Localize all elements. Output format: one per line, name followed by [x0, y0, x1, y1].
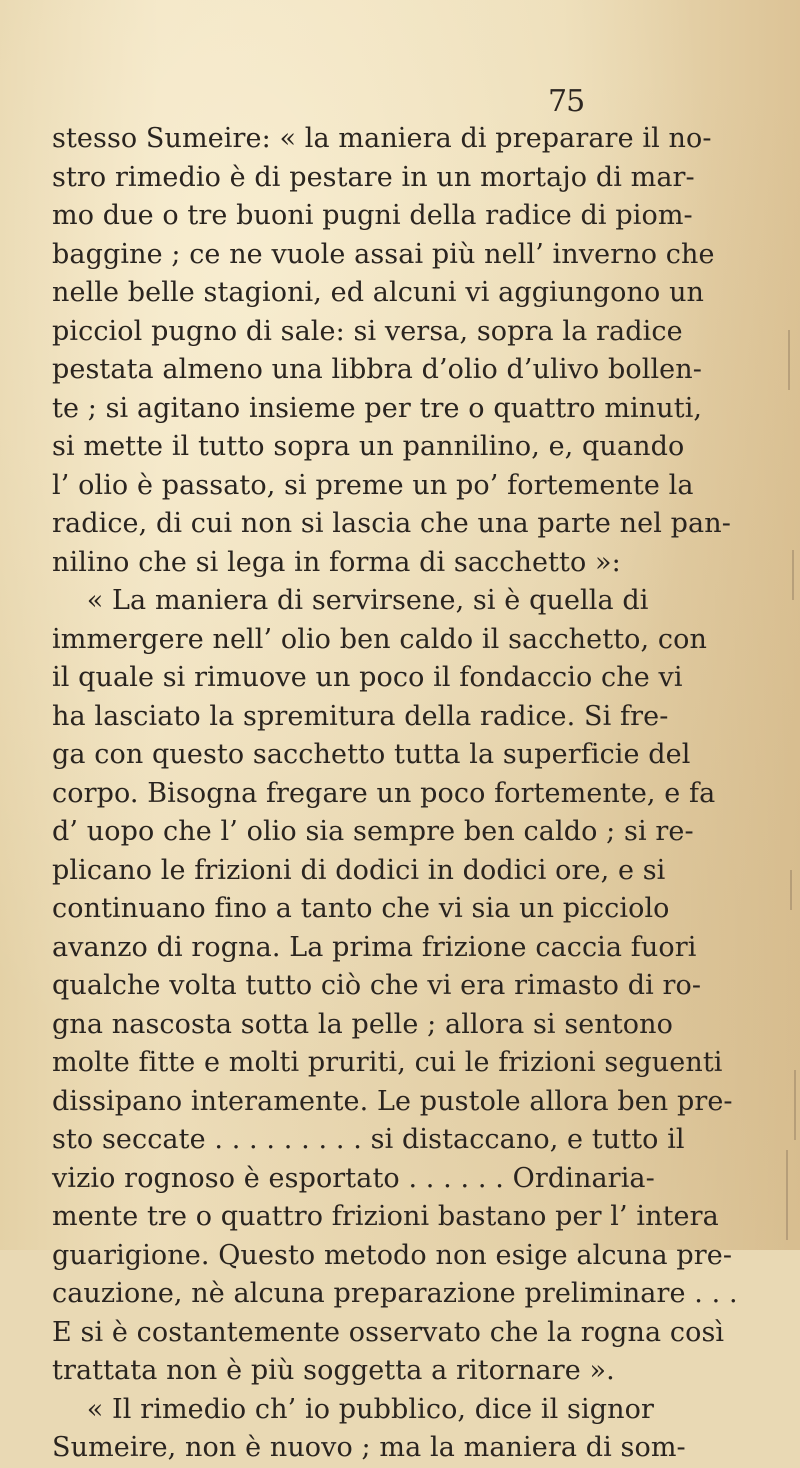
text-line: continuano fino a tanto che vi sia un picciolo	[52, 893, 670, 924]
page-number: 75	[548, 84, 585, 119]
text-line: picciol pugno di sale: si versa, sopra la radice	[52, 315, 683, 347]
body-text	[52, 120, 738, 1468]
page-edge-decoration	[770, 250, 800, 1250]
text-line: il quale si rimuove un poco il fondaccio che vi	[52, 662, 683, 693]
text-line: vizio rognoso è esportato . . . . . . Ordinaria-	[52, 1162, 655, 1194]
text-line: plicano le frizioni di dodici in dodici ore, e si	[52, 854, 666, 886]
text-line: radice, di cui non si lascia che una parte nel pan-	[52, 508, 731, 539]
text-line: ga con questo sacchetto tutta la superficie del	[52, 739, 691, 770]
text-line: baggine ; ce ne vuole assai più nell’ inverno che	[52, 238, 715, 270]
text-line: cauzione, nè alcuna preparazione preliminare . . .	[52, 1278, 738, 1309]
text-line: Sumeire, non è nuovo ; ma la maniera di som-	[52, 1432, 686, 1463]
text-line: stesso Sumeire: « la maniera di preparare il no-	[52, 123, 712, 154]
text-line: trattata non è più soggetta a ritornare ».	[52, 1355, 615, 1386]
text-line: mo due o tre buoni pugni della radice di piom-	[52, 200, 693, 231]
text-line: nilino che si lega in forma di sacchetto »:	[52, 546, 621, 578]
text-line: avanzo di rogna. La prima frizione caccia fuori	[52, 931, 697, 963]
text-line: te ; si agitano insieme per tre o quattro minuti,	[52, 392, 703, 424]
text-line: qualche volta tutto ciò che vi era rimasto di ro-	[52, 970, 702, 1001]
text-line: stro rimedio è di pestare in un mortajo di mar-	[52, 161, 695, 193]
text-line: « Il rimedio ch’ io pubblico, dice il signor	[52, 1393, 654, 1425]
text-line: l’ olio è passato, si preme un po’ fortemente la	[52, 469, 694, 501]
text-line: pestata almeno una libbra d’olio d’ulivo bollen-	[52, 354, 702, 385]
text-line: mente tre o quattro frizioni bastano per l’ intera	[52, 1201, 719, 1232]
text-line: « La maniera di servirsene, si è quella di	[52, 585, 649, 616]
text-line: dissipano interamente. Le pustole allora ben pre-	[52, 1085, 733, 1117]
text-line: ha lasciato la spremitura della radice. Si fre-	[52, 700, 669, 732]
text-line: si mette il tutto sopra un pannilino, e, quando	[52, 431, 685, 462]
text-line: nelle belle stagioni, ed alcuni vi aggiungono un	[52, 277, 705, 308]
text-line: d’ uopo che l’ olio sia sempre ben caldo ; si re-	[52, 816, 694, 847]
text-line: immergere nell’ olio ben caldo il sacchetto, con	[52, 623, 707, 655]
text-line: sto seccate . . . . . . . . . si distaccano, e tutto il	[52, 1124, 685, 1155]
text-line: E si è costantemente osservato che la rogna così	[52, 1316, 725, 1348]
text-line: gna nascosta sotta la pelle ; allora si sentono	[52, 1008, 673, 1040]
text-line: molte fitte e molti pruriti, cui le frizioni seguenti	[52, 1047, 723, 1078]
text-line: guarigione. Questo metodo non esige alcuna pre-	[52, 1239, 733, 1271]
text-line: corpo. Bisogna fregare un poco fortemente, e fa	[52, 777, 716, 809]
